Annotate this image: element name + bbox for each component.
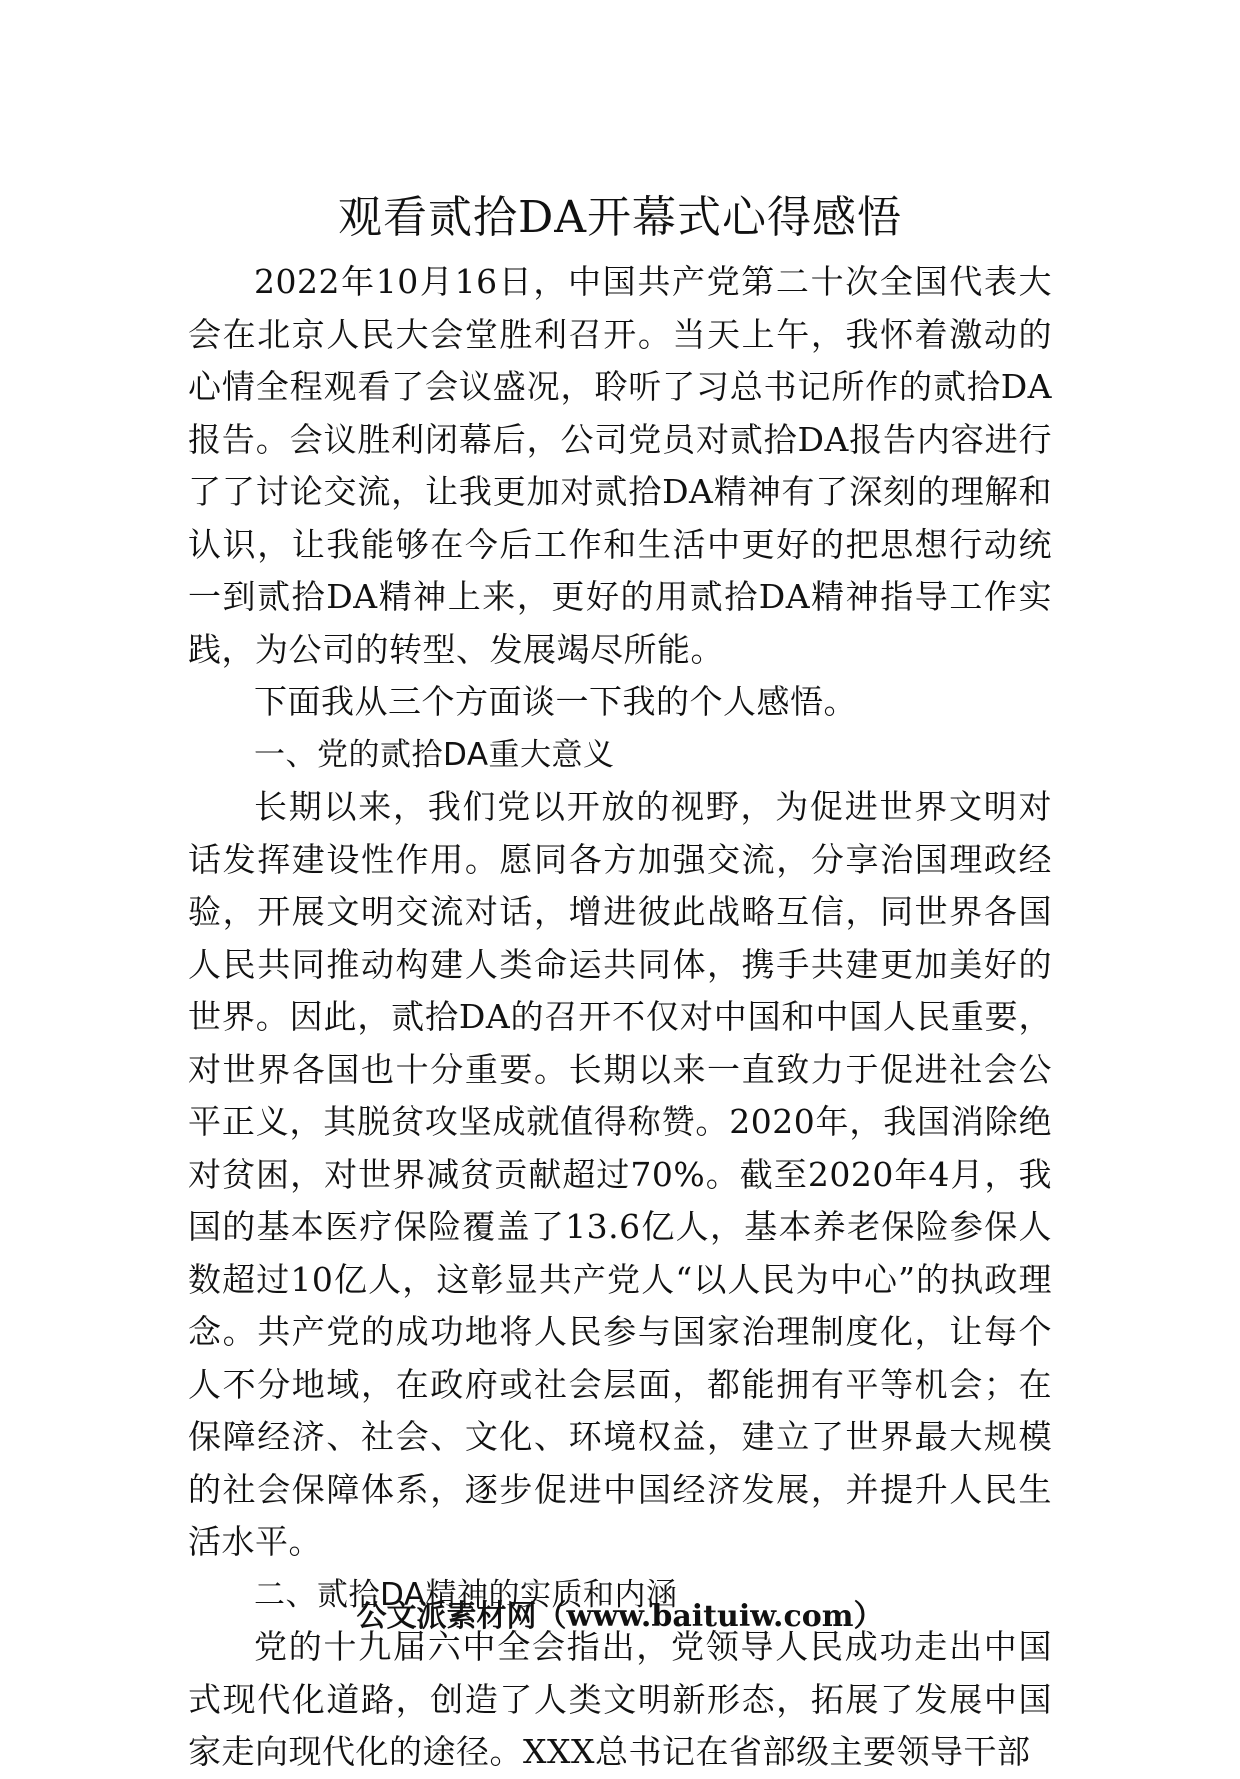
paragraph-section-1: 长期以来，我们党以开放的视野，为促进世界文明对话发挥建设性作用。愿同各方加强交流，分享治国理政经验，开展文明交流对话，增进彼此战略互信，同世界各国人民共同推动构建人类命运共同体，携手共建更加美好的世界。因此，贰拾DA的召开不仅对中国和中国人民重要，对世界各国也十分重要。长期以来一直致力于促进社会公平正义，其脱贫攻坚成就值得称赞。2020年，我国消除绝对贫困，对世界减贫贡献超过70%。截至2020年4月，我国的基本医疗保险覆盖了13.6亿人，基本养老保险参保人数超过10亿人，这彰显共产党人“以人民为中心”的执政理念。共产党的成功地将人民参与国家治理制度化，让每个人不分地域，在政府或社会层面，都能拥有平等机会；在保障经济、社会、文化、环境权益，建立了世界最大规模的社会保障体系，逐步促进中国经济发展，并提升人民生活水平。 <box>188 787 1052 1561</box>
paragraph-intro: 2022年10月16日，中国共产党第二十次全国代表大会在北京人民大会堂胜利召开。当天上午，我怀着激动的心情全程观看了会议盛况，聆听了习总书记所作的贰拾DA报告。会议胜利闭幕后，公司党员对贰拾DA报告内容进行了了讨论交流，让我更加对贰拾DA精神有了深刻的理解和认识，让我能够在今后工作和生活中更好的把思想行动统一到贰拾DA精神上来，更好的用贰拾DA精神指导工作实践，为公司的转型、发展竭尽所能。 <box>188 262 1052 669</box>
section-heading-2: 二、贰拾DA精神的实质和内涵 <box>254 1576 678 1613</box>
footer-watermark: 公文派素材网（www.baituiw.com） <box>356 1599 884 1634</box>
paragraph-section-2: 党的十九届六中全会指出，党领导人民成功走出中国式现代化道路，创造了人类文明新形态，拓展了发展中国家走向现代化的途径。XXX总书记在省部级主要领导干部 <box>188 1627 1052 1771</box>
paragraph-overview: 下面我从三个方面谈一下我的个人感悟。 <box>254 682 857 721</box>
document-title: 观看贰拾DA开幕式心得感悟 <box>337 192 903 243</box>
document-body <box>188 256 1052 1779</box>
section-heading-1: 一、党的贰拾DA重大意义 <box>254 736 615 773</box>
